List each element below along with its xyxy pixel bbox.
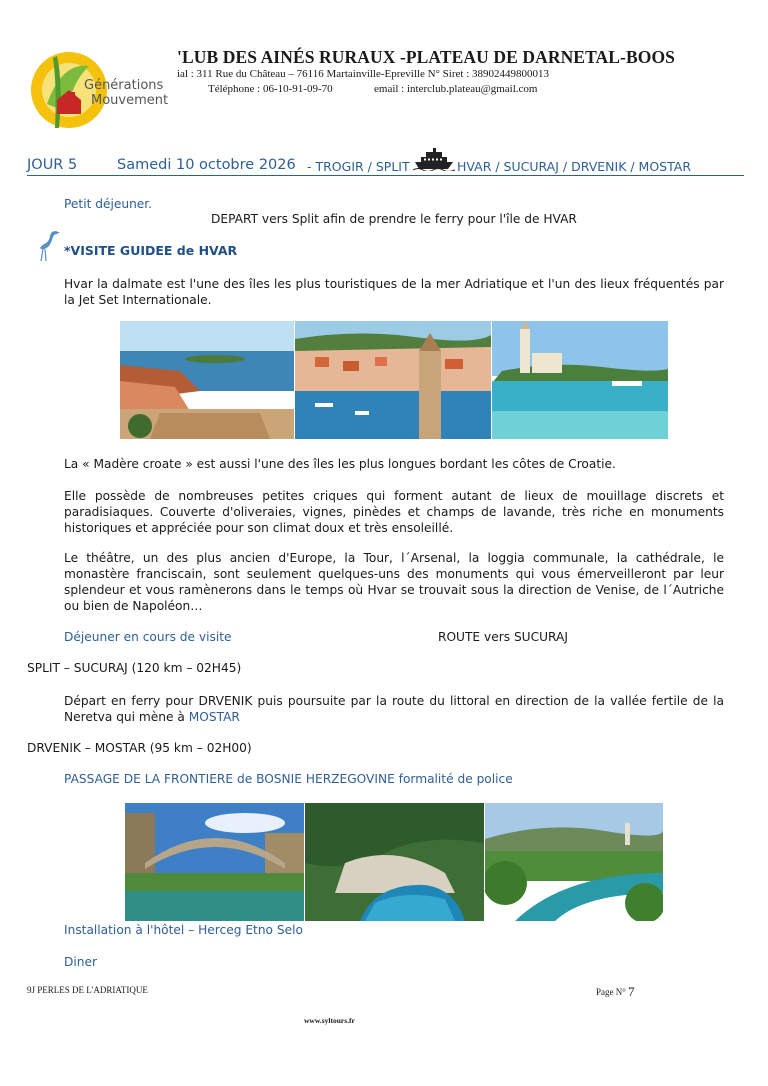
border-crossing-text: PASSAGE DE LA FRONTIERE de BOSNIE HERZEGOVINE formalité de police bbox=[64, 772, 513, 786]
paragraph-criques: Elle possède de nombreuses petites criques qui forment autant de lieux de mouillage discrets et paradisiaques. Couverte d'oliveraies, vignes, pinèdes et champs de lavande, très riche en monuments historiques et appréciée pour son climat doux et très ensoleillé. bbox=[64, 489, 724, 535]
club-title: 'LUB DES AINÉS RURAUX -PLATEAU DE DARNETAL-BOOS bbox=[177, 47, 676, 67]
club-email[interactable]: email : interclub.plateau@gmail.com bbox=[374, 83, 538, 95]
photo-hvar-monastery bbox=[492, 321, 668, 439]
photo-mostar-bridge bbox=[125, 803, 304, 921]
logo-text-line1: Générations bbox=[84, 78, 164, 93]
footer-page-number: 7 bbox=[628, 984, 635, 999]
mostar-link: MOSTAR bbox=[188, 710, 240, 724]
dinner-text: Diner bbox=[64, 955, 98, 969]
club-address: ial : 311 Rue du Château – 76116 Martainville-Epreville N° Siret : 38902449800013 bbox=[177, 68, 550, 80]
route-sucuraj-text: ROUTE vers SUCURAJ bbox=[438, 630, 568, 644]
ferry-icon bbox=[413, 147, 455, 171]
footer-page-label: Page N° bbox=[596, 987, 626, 997]
ferry-paragraph-text: Départ en ferry pour DRVENIK puis poursuite par la route du littoral en direction de la vallée fertile de la Neretva qui mène à bbox=[64, 694, 724, 724]
heron-icon bbox=[36, 228, 60, 262]
paragraph-monuments: Le théâtre, un des plus ancien d'Europe, la Tour, l´Arsenal, la loggia communale, la cathédrale, le monastère franciscain, sont seulement quelques-uns des monuments qui vous émerveilleront par leur splendeur et vous ramènerons dans le temps où Hvar se trouvait sous la direction de Venise, de l´Autriche ou bien de Napoléon… bbox=[64, 551, 724, 613]
leg-split-sucuraj: SPLIT – SUCURAJ (120 km – 02H45) bbox=[27, 661, 242, 675]
lunch-text: Déjeuner en cours de visite bbox=[64, 630, 232, 644]
leg-drvenik-mostar: DRVENIK – MOSTAR (95 km – 02H00) bbox=[27, 741, 252, 755]
departure-text: DEPART vers Split afin de prendre le ferry pour l'île de HVAR bbox=[211, 212, 577, 226]
logo-text-line2: Mouvement bbox=[91, 93, 169, 108]
photo-neretva-river bbox=[485, 803, 663, 921]
footer-website[interactable]: www.syltours.fr bbox=[304, 1016, 355, 1025]
day-number: JOUR 5 bbox=[27, 157, 78, 173]
day-route-end: HVAR / SUCURAJ / DRVENIK / MOSTAR bbox=[457, 159, 692, 174]
breakfast-text: Petit déjeuner. bbox=[64, 197, 153, 211]
club-phone: Téléphone : 06-10-91-09-70 bbox=[208, 83, 333, 95]
footer-trip-name: 9J PERLES DE L'ADRIATIQUE bbox=[27, 985, 148, 995]
paragraph-ferry-drvenik bbox=[64, 693, 724, 725]
paragraph-madere: La « Madère croate » est aussi l'une des îles les plus longues bordant les côtes de Croatie. bbox=[64, 457, 616, 471]
organization-logo bbox=[27, 42, 177, 134]
paragraph-hvar-intro: Hvar la dalmate est l'une des îles les plus touristiques de la mer Adriatique et l'un des lieux fréquentés par la Jet Set Internationale. bbox=[64, 277, 724, 307]
visit-title: *VISITE GUIDEE de HVAR bbox=[64, 243, 238, 258]
day-route-start: - TROGIR / SPLIT bbox=[307, 159, 410, 174]
photo-hvar-island-view bbox=[120, 321, 294, 439]
photo-hvar-harbour bbox=[295, 321, 491, 439]
day-date: Samedi 10 octobre 2026 bbox=[117, 157, 296, 173]
hotel-text: Installation à l'hôtel – Herceg Etno Selo bbox=[64, 923, 303, 937]
photo-drvenik-coast bbox=[305, 803, 484, 921]
day-bar-rule bbox=[27, 175, 744, 176]
